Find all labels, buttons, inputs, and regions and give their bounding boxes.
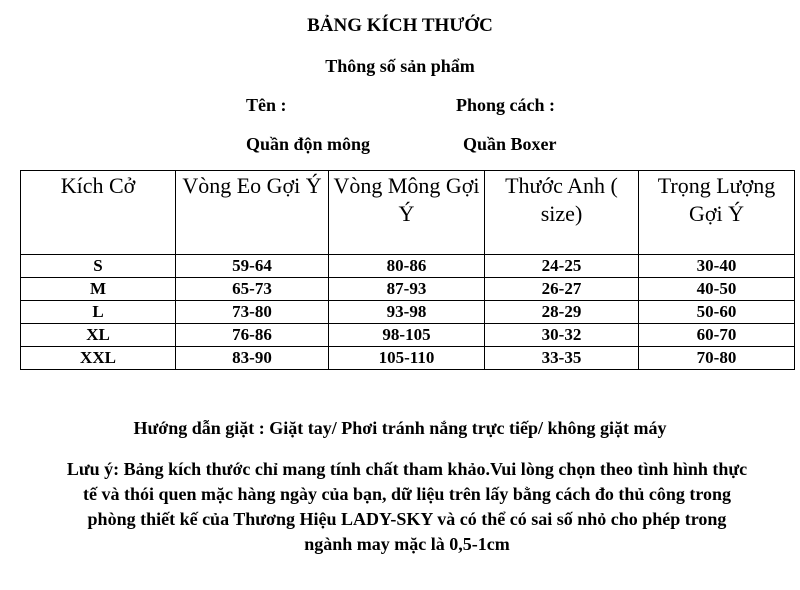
table-row	[21, 347, 795, 370]
header-inch-size: Thước Anh ( size)	[485, 171, 639, 255]
table-row	[21, 324, 795, 347]
table-row	[21, 301, 795, 324]
table-cell: 50-60	[639, 301, 795, 324]
note-line: phòng thiết kế của Thương Hiệu LADY-SKY và có thể có sai số nhỏ cho phép trong	[87, 509, 727, 529]
table-cell: 98-105	[329, 324, 485, 347]
header-waist: Vòng Eo Gợi Ý	[176, 171, 329, 255]
page-subtitle: Thông số sản phẩm	[325, 56, 475, 76]
table-cell: XL	[21, 324, 176, 347]
table-cell: 93-98	[329, 301, 485, 324]
product-style-value: Quần Boxer	[463, 134, 557, 154]
product-style-label: Phong cách :	[456, 95, 555, 115]
table-cell: 105-110	[329, 347, 485, 370]
table-cell: 73-80	[176, 301, 329, 324]
table-cell: 30-40	[639, 255, 795, 278]
table-cell: 40-50	[639, 278, 795, 301]
size-table	[20, 170, 795, 370]
wash-instructions: Hướng dẫn giặt : Giặt tay/ Phơi tránh nắng trực tiếp/ không giặt máy	[133, 418, 667, 438]
table-cell: 65-73	[176, 278, 329, 301]
product-name-value: Quần độn mông	[246, 134, 371, 154]
header-weight: Trọng Lượng Gợi Ý	[639, 171, 795, 255]
table-cell: 80-86	[329, 255, 485, 278]
product-name-label: Tên :	[246, 95, 287, 115]
table-cell: 28-29	[485, 301, 639, 324]
table-row	[21, 278, 795, 301]
table-cell: S	[21, 255, 176, 278]
table-cell: 83-90	[176, 347, 329, 370]
table-cell: 33-35	[485, 347, 639, 370]
size-note	[14, 457, 800, 557]
note-line: ngành may mặc là 0,5-1cm	[304, 534, 510, 554]
table-cell: 30-32	[485, 324, 639, 347]
table-cell: L	[21, 301, 176, 324]
table-cell: 70-80	[639, 347, 795, 370]
table-cell: 76-86	[176, 324, 329, 347]
table-header-row	[21, 171, 795, 255]
page-title: BẢNG KÍCH THƯỚC	[307, 15, 493, 36]
table-cell: 87-93	[329, 278, 485, 301]
table-cell: M	[21, 278, 176, 301]
note-line: Lưu ý: Bảng kích thước chỉ mang tính chất tham khảo.Vui lòng chọn theo tình hình thực	[66, 459, 748, 479]
table-cell: 60-70	[639, 324, 795, 347]
table-cell: 24-25	[485, 255, 639, 278]
table-cell: XXL	[21, 347, 176, 370]
table-cell: 26-27	[485, 278, 639, 301]
header-size: Kích Cở	[21, 171, 176, 255]
note-line: tế và thói quen mặc hàng ngày của bạn, dữ liệu trên lấy bằng cách đo thủ công trong	[82, 484, 732, 504]
header-hip: Vòng Mông Gợi Ý	[329, 171, 485, 255]
table-row	[21, 255, 795, 278]
table-cell: 59-64	[176, 255, 329, 278]
